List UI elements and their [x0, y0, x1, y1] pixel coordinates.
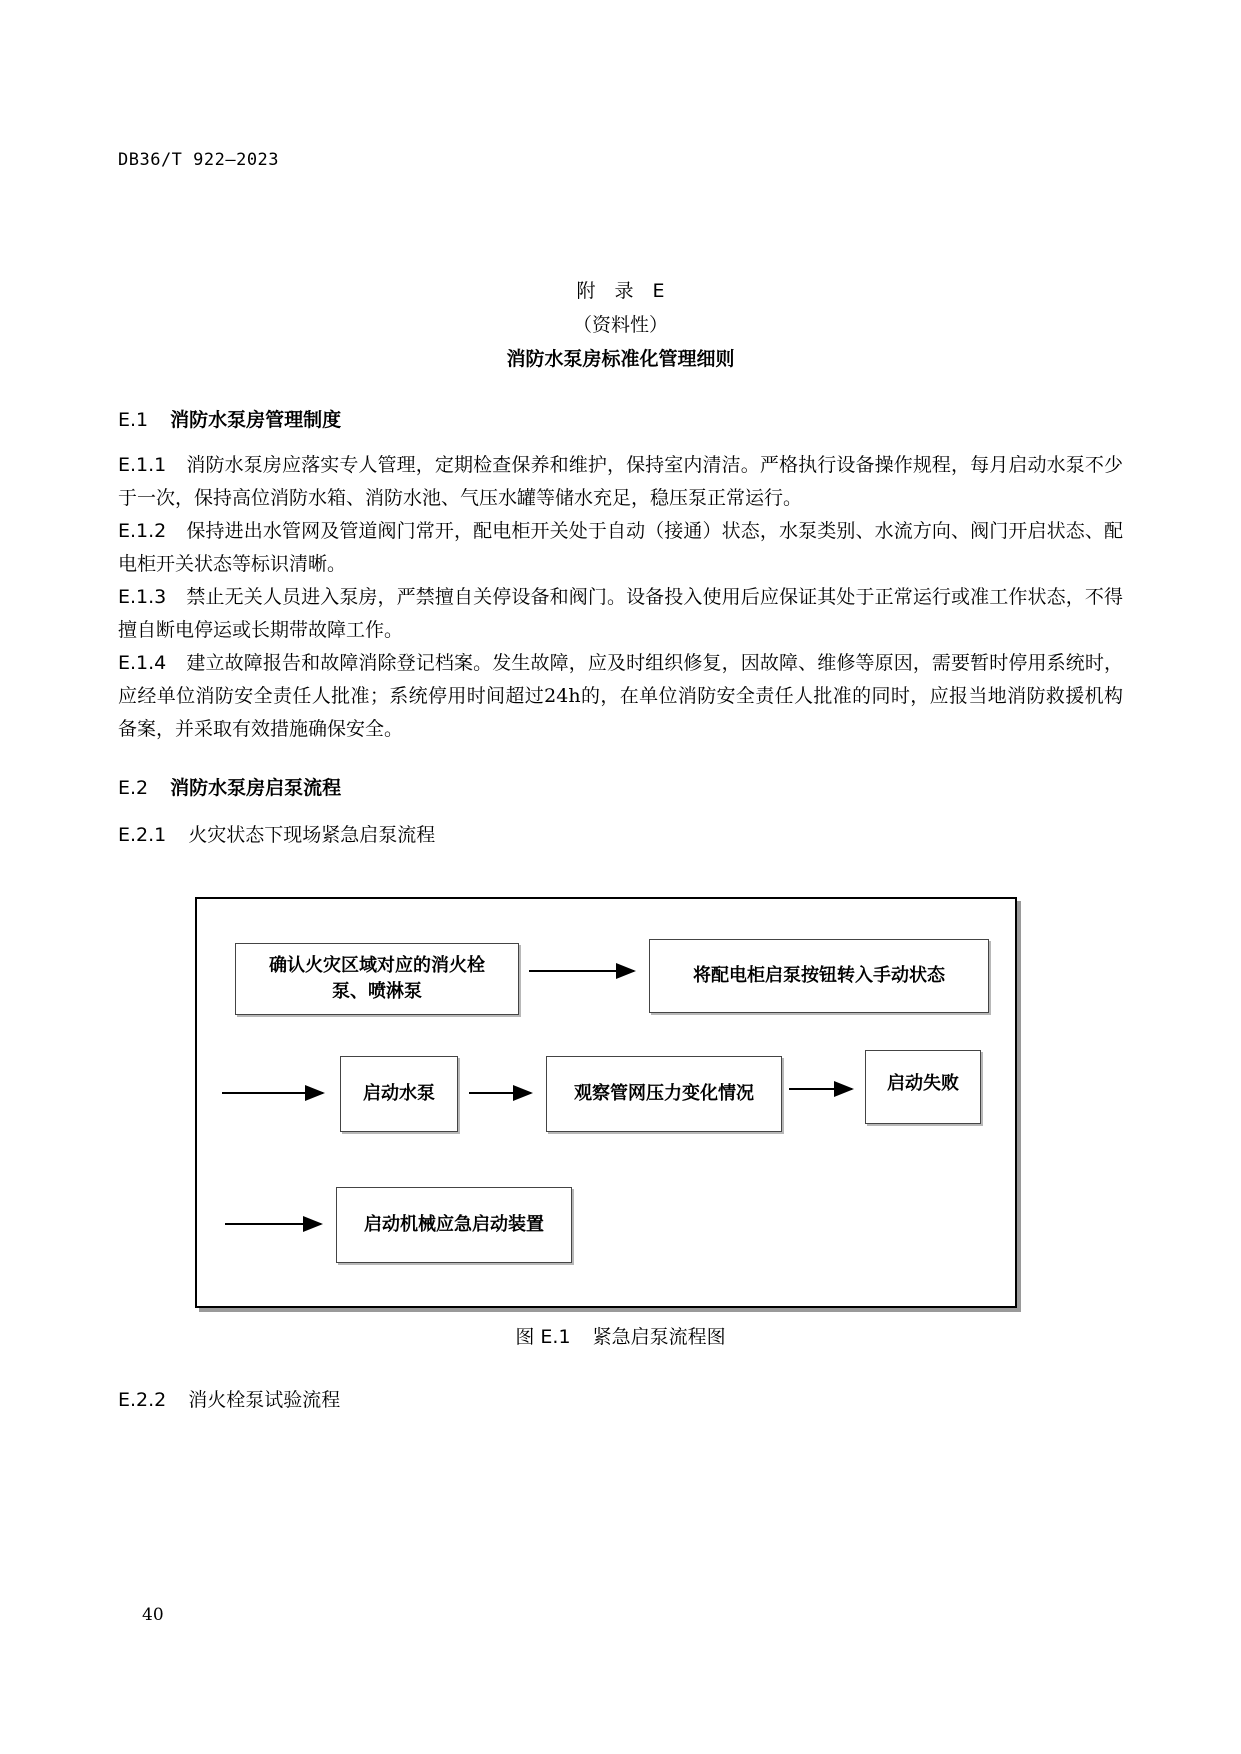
- clause-number: E.1.2: [118, 520, 167, 542]
- appendix-name: 消防水泵房标准化管理细则: [506, 348, 735, 370]
- clause-number: E.1.4: [118, 652, 167, 674]
- clause-text: 消防水泵房应落实专人管理，定期检查保养和维护，保持室内清洁。严格执行设备操作规程，每月启动水泵不少于一次，保持高位消防水箱、消防水池、气压水罐等储水充足，稳压泵正常运行。: [118, 454, 1123, 509]
- subsection-title: 火灾状态下现场紧急启泵流程: [188, 824, 436, 846]
- clause-text: 禁止无关人员进入泵房，严禁擅自关停设备和阀门。设备投入使用后应保证其处于正常运行或准工作状态，不得擅自断电停运或长期带故障工作。: [118, 586, 1123, 641]
- section-title: 消防水泵房管理制度: [170, 409, 342, 431]
- flow-box-confirm: 确认火灾区域对应的消火栓泵、喷淋泵: [235, 943, 519, 1015]
- appendix-title: 附 录 E: [576, 280, 665, 302]
- section-number: E.2: [118, 777, 149, 799]
- subsection-e2-1: [118, 820, 435, 847]
- figure-number: 图 E.1: [515, 1326, 571, 1348]
- flow-box-manual-mode: 将配电柜启泵按钮转入手动状态: [649, 939, 989, 1013]
- page-number: 40: [142, 1605, 164, 1625]
- figure-title: 紧急启泵流程图: [592, 1326, 726, 1348]
- section-heading-e1: [118, 405, 341, 432]
- clause-text: 保持进出水管网及管道阀门常开，配电柜开关处于自动（接通）状态，水泵类别、水流方向、阀门开启状态、配电柜开关状态等标识清晰。: [118, 520, 1123, 575]
- subsection-e2-2: [118, 1385, 340, 1412]
- clause-number: E.1.3: [118, 586, 167, 608]
- section-title: 消防水泵房启泵流程: [170, 777, 342, 799]
- flowchart-frame: [195, 897, 1017, 1308]
- clause-number: E.1.1: [118, 454, 167, 476]
- figure-caption: [0, 1322, 1241, 1349]
- flow-box-mechanical-start: 启动机械应急启动装置: [336, 1187, 572, 1263]
- clause-text: 建立故障报告和故障消除登记档案。发生故障，应及时组织修复，因故障、维修等原因，需要暂时停用系统时，应经单位消防安全责任人批准；系统停用时间超过24h的，在单位消防安全责任人批准的同时，应报当地消防救援机构备案，并采取有效措施确保安全。: [118, 652, 1123, 740]
- subsection-number: E.2.1: [118, 824, 167, 846]
- subsection-number: E.2.2: [118, 1389, 167, 1411]
- clause-e1-4: [118, 647, 1123, 746]
- appendix-nature: （资料性）: [572, 314, 668, 336]
- clause-e1-2: [118, 515, 1123, 581]
- clause-e1-3: [118, 581, 1123, 647]
- flow-box-observe: 观察管网压力变化情况: [546, 1056, 782, 1132]
- document-code: DB36/T 922—2023: [118, 150, 280, 170]
- clause-e1-1: [118, 449, 1123, 515]
- subsection-title: 消火栓泵试验流程: [188, 1389, 341, 1411]
- section-number: E.1: [118, 409, 149, 431]
- section-heading-e2: [118, 773, 341, 800]
- flow-box-start-failed: 启动失败: [865, 1050, 981, 1124]
- flow-box-start-pump: 启动水泵: [340, 1056, 458, 1132]
